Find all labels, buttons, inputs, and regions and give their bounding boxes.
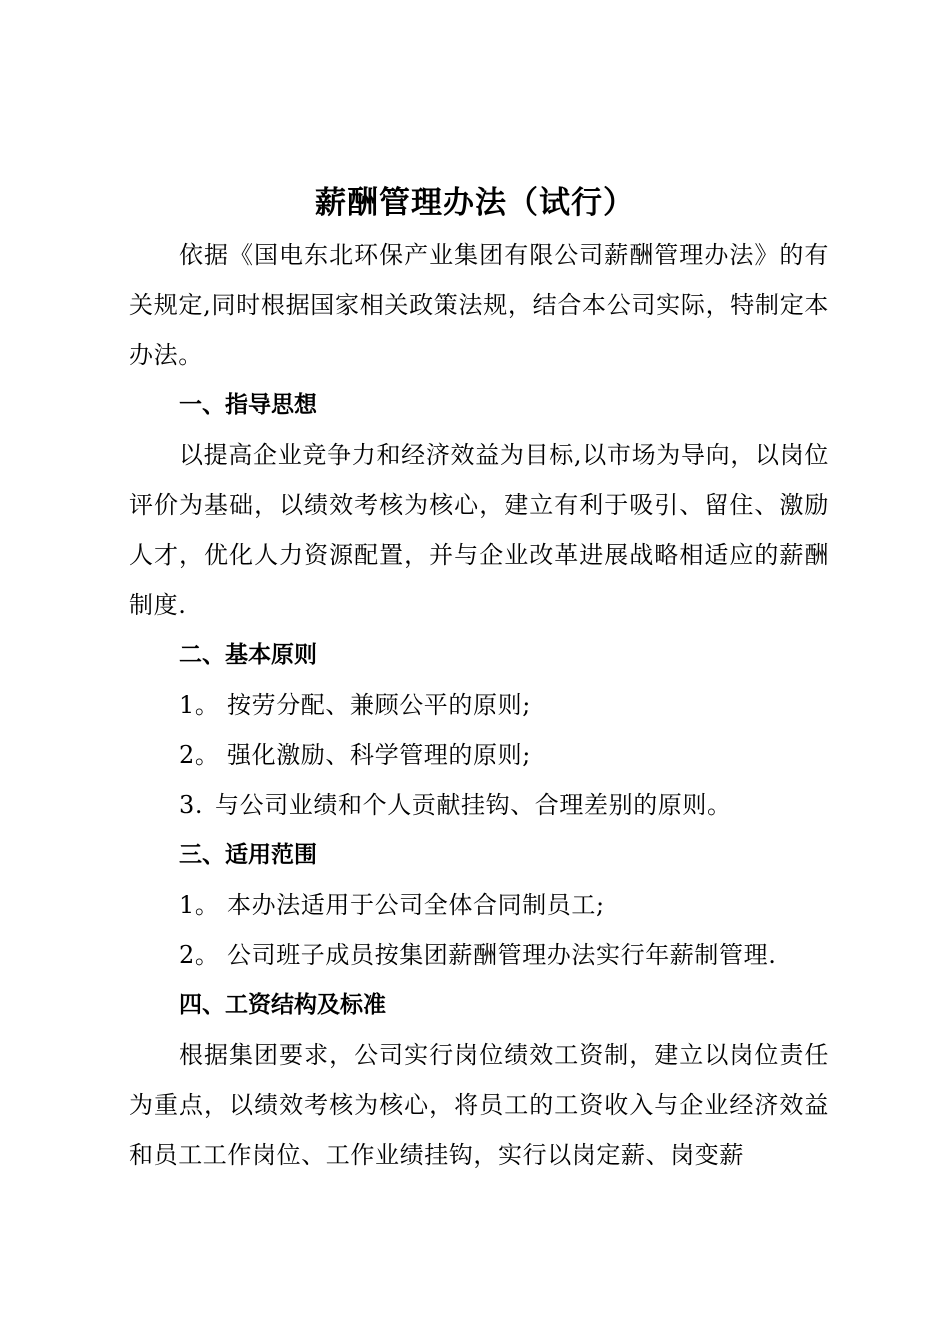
list-item-text: 本办法适用于公司全体合同制员工; [227, 891, 605, 919]
list-item-number: 3. [179, 791, 204, 819]
list-item-number: 1。 [179, 891, 220, 919]
section-paragraph-wage-structure: 根据集团要求，公司实行岗位绩效工资制，建立以岗位责任为重点，以绩效考核为核心，将员工的工资收入与企业经济效益和员工工作岗位、工作业绩挂钩，实行以岗定薪、岗变薪 [129, 1041, 829, 1169]
intro-paragraph: 依据《国电东北环保产业集团有限公司薪酬管理办法》的有关规定,同时根据国家相关政策法规，结合本公司实际，特制定本办法。 [129, 241, 829, 369]
section-heading-basic-principles: 二、基本原则 [179, 642, 317, 668]
list-item [129, 680, 829, 730]
list-item [129, 880, 829, 930]
list-item [129, 930, 829, 980]
list-item-text: 与公司业绩和个人贡献挂钩、合理差别的原则。 [215, 791, 732, 819]
section-heading-guiding-ideology: 一、指导思想 [179, 392, 317, 418]
list-item-number: 2。 [179, 941, 220, 969]
section-paragraph-guiding-ideology: 以提高企业竞争力和经济效益为目标,以市场为导向，以岗位评价为基础，以绩效考核为核心，建立有利于吸引、留住、激励人才，优化人力资源配置，并与企业改革进展战略相适应的薪酬制度. [129, 441, 829, 619]
section-heading-wage-structure: 四、工资结构及标准 [179, 992, 386, 1018]
list-item-text: 按劳分配、兼顾公平的原则; [227, 691, 531, 719]
document-title: 薪酬管理办法（试行） [315, 185, 635, 221]
list-item [129, 780, 829, 830]
section-heading-scope: 三、适用范围 [179, 842, 317, 868]
list-item-number: 2。 [179, 741, 220, 769]
list-item-text: 强化激励、科学管理的原则; [227, 741, 531, 769]
list-item [129, 730, 829, 780]
list-item-number: 1。 [179, 691, 220, 719]
list-item-text: 公司班子成员按集团薪酬管理办法实行年薪制管理. [227, 941, 777, 969]
document-body [129, 230, 829, 1180]
